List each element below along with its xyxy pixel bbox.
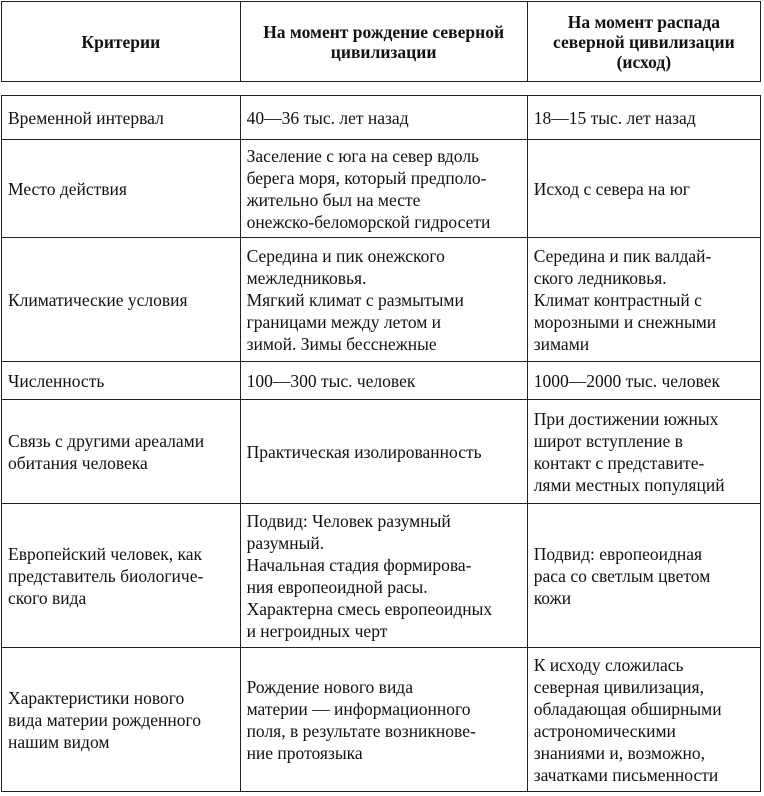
criterion-cell: Характеристики нового вида материи рожденного нашим видом xyxy=(2,648,241,792)
table-row xyxy=(2,140,761,238)
collapse-cell: 1000—2000 тыс. человек xyxy=(527,362,760,400)
birth-cell: 100—300 тыс. человек xyxy=(240,362,527,400)
header-criteria: Критерии xyxy=(2,2,241,82)
criterion-cell: Место действия xyxy=(2,140,241,238)
table-row xyxy=(2,238,761,362)
table-header xyxy=(1,1,761,82)
collapse-cell: Исход с севера на юг xyxy=(527,140,760,238)
criterion-cell: Климатические условия xyxy=(2,238,241,362)
collapse-cell: При достижении южных широт вступление в контакт с представите- лями местных популяций xyxy=(527,400,760,504)
birth-cell: Практическая изолированность xyxy=(240,400,527,504)
birth-cell: 40—36 тыс. лет назад xyxy=(240,96,527,140)
header-collapse: На момент распада северной цивилизации (исход) xyxy=(527,2,760,82)
table-row xyxy=(2,96,761,140)
table-row xyxy=(2,400,761,504)
header-row xyxy=(2,2,761,82)
collapse-cell: Подвид: европеоидная раса со светлым цветом кожи xyxy=(527,504,760,648)
collapse-cell: Середина и пик валдай- ского ледниковья. Климат контрастный с морозными и снежными зимами xyxy=(527,238,760,362)
header-birth: На момент рождение северной цивилизации xyxy=(240,2,527,82)
criterion-cell: Связь с другими ареалами обитания человека xyxy=(2,400,241,504)
birth-cell: Подвид: Человек разумный разумный. Начальная стадия формирова- ния европеоидной расы. Характерна смесь европеоидных и негроидных черт xyxy=(240,504,527,648)
birth-cell: Рождение нового вида материи — информационного поля, в результате возникнове- ние протоязыка xyxy=(240,648,527,792)
table-row xyxy=(2,648,761,792)
criterion-cell: Временной интервал xyxy=(2,96,241,140)
collapse-cell: К исходу сложилась северная цивилизация, обладающая обширными астрономическими знаниями и, возможно, зачатками письменности xyxy=(527,648,760,792)
table-row xyxy=(2,362,761,400)
criterion-cell: Численность xyxy=(2,362,241,400)
birth-cell: Середина и пик онежского межледниковья. Мягкий климат с размытыми границами между летом и зимой. Зимы бесснежные xyxy=(240,238,527,362)
table-row xyxy=(2,504,761,648)
collapse-cell: 18—15 тыс. лет назад xyxy=(527,96,760,140)
criterion-cell: Европейский человек, как представитель биологиче- ского вида xyxy=(2,504,241,648)
birth-cell: Заселение с юга на север вдоль берега моря, который предполо- жительно был на месте онежско-беломорской гидросети xyxy=(240,140,527,238)
comparison-table xyxy=(1,95,761,792)
